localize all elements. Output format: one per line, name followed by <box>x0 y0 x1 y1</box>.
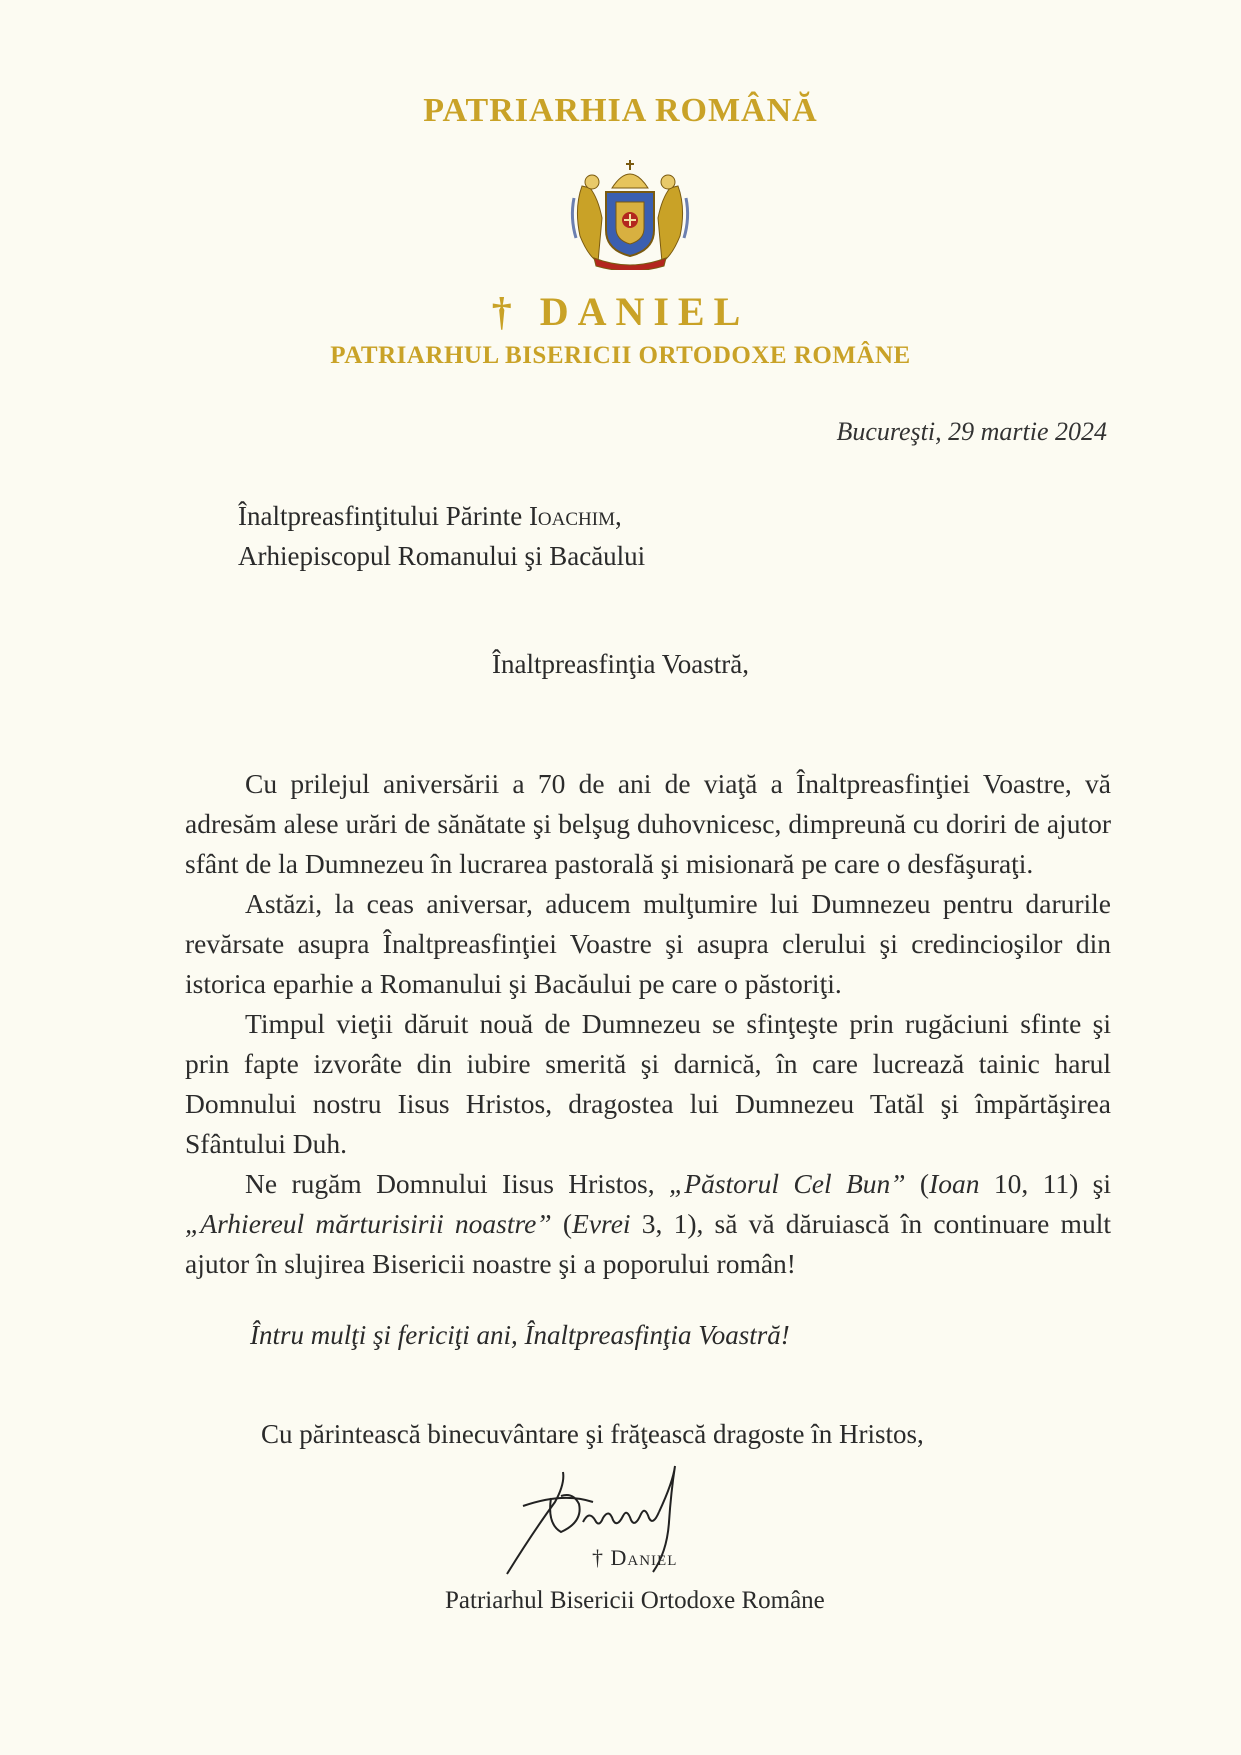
salutation: Înaltpreasfinţia Voastră, <box>492 649 749 679</box>
blessing-line: Cu părintească binecuvântare şi frăţească dragoste în Hristos, <box>261 1419 924 1449</box>
p4-text-c: ( <box>905 1168 930 1199</box>
addressee-name: Ioachim <box>528 501 615 531</box>
addressee-comma: , <box>615 501 622 531</box>
p4-text-i: 3, 1), să vă dăruiască în continuare mult ajutor în slujirea Bisericii noastre şi a poporului român! <box>185 1208 1111 1279</box>
body-paragraph-3: Timpul vieţii dăruit nouă de Dumnezeu se sfinţeşte prin rugăciuni sfinte şi prin fapte izvorâte din iubire smerită şi darnică, în care lucrează tainic harul Domnului nostru Iisus Hristos, dragostea lui Dumnezeu Tatăl şi împărtăşirea Sfântului Duh. <box>185 1008 1111 1159</box>
p4-text-g: ( <box>551 1208 573 1239</box>
addressee-line-1 <box>238 496 645 536</box>
p4-quote-1: „Păstorul Cel Bun” <box>669 1168 906 1199</box>
p4-text-a: Ne rugăm Domnului Iisus Hristos, <box>245 1168 669 1199</box>
body-paragraph-1: Cu prilejul aniversării a 70 de ani de viaţă a Înaltpreasfinţiei Voastre, vă adresăm alese urări de sănătate şi belşug duhovnicesc, dimpreună cu doriri de ajutor sfânt de la Dumnezeu în lucrarea pastorală şi misionară pe care o desfăşuraţi. <box>185 768 1111 879</box>
addressee-line-2: Arhiepiscopul Romanului şi Bacăului <box>238 541 646 571</box>
cross-symbol: † <box>592 1545 611 1570</box>
signatory-name <box>592 1545 677 1571</box>
p4-ref-book-1: Ioan <box>929 1168 980 1199</box>
closing-wish: Întru mulţi şi fericiţi ani, Înaltpreasfinţia Voastră! <box>250 1320 790 1350</box>
body-paragraph-4 <box>185 1164 1111 1284</box>
p4-quote-2: „Arhiereul mărturisirii noastre” <box>185 1208 552 1239</box>
signatory-title: Patriarhul Bisericii Ortodoxe Române <box>445 1587 825 1614</box>
addressee-honorific: Înaltpreasfinţitului Părinte <box>238 501 529 531</box>
letter-body <box>185 764 1111 1284</box>
institution-title: PATRIARHIA ROMÂNĂ <box>423 92 818 129</box>
body-paragraph-2: Astăzi, la ceas aniversar, aducem mulţumire lui Dumnezeu pentru darurile revărsate asupra Înaltpreasfinţiei Voastre şi asupra clerului şi credincioşilor din istorica eparhie a Romanului şi Bacăului pe care o păstoriţi. <box>185 888 1111 999</box>
addressee-block <box>238 496 645 576</box>
patriarch-name-heading: † DANIEL <box>491 289 750 334</box>
patriarch-title-heading: PATRIARHUL BISERICII ORTODOXE ROMÂNE <box>330 342 911 369</box>
p4-ref-book-2: Evrei <box>572 1208 631 1239</box>
p4-text-e: 10, 11) şi <box>979 1168 1111 1199</box>
patriarchal-coat-of-arms-icon <box>568 158 692 270</box>
signatory-name-text: Daniel <box>610 1545 678 1570</box>
letter-date: Bucureşti, 29 martie 2024 <box>836 417 1107 446</box>
